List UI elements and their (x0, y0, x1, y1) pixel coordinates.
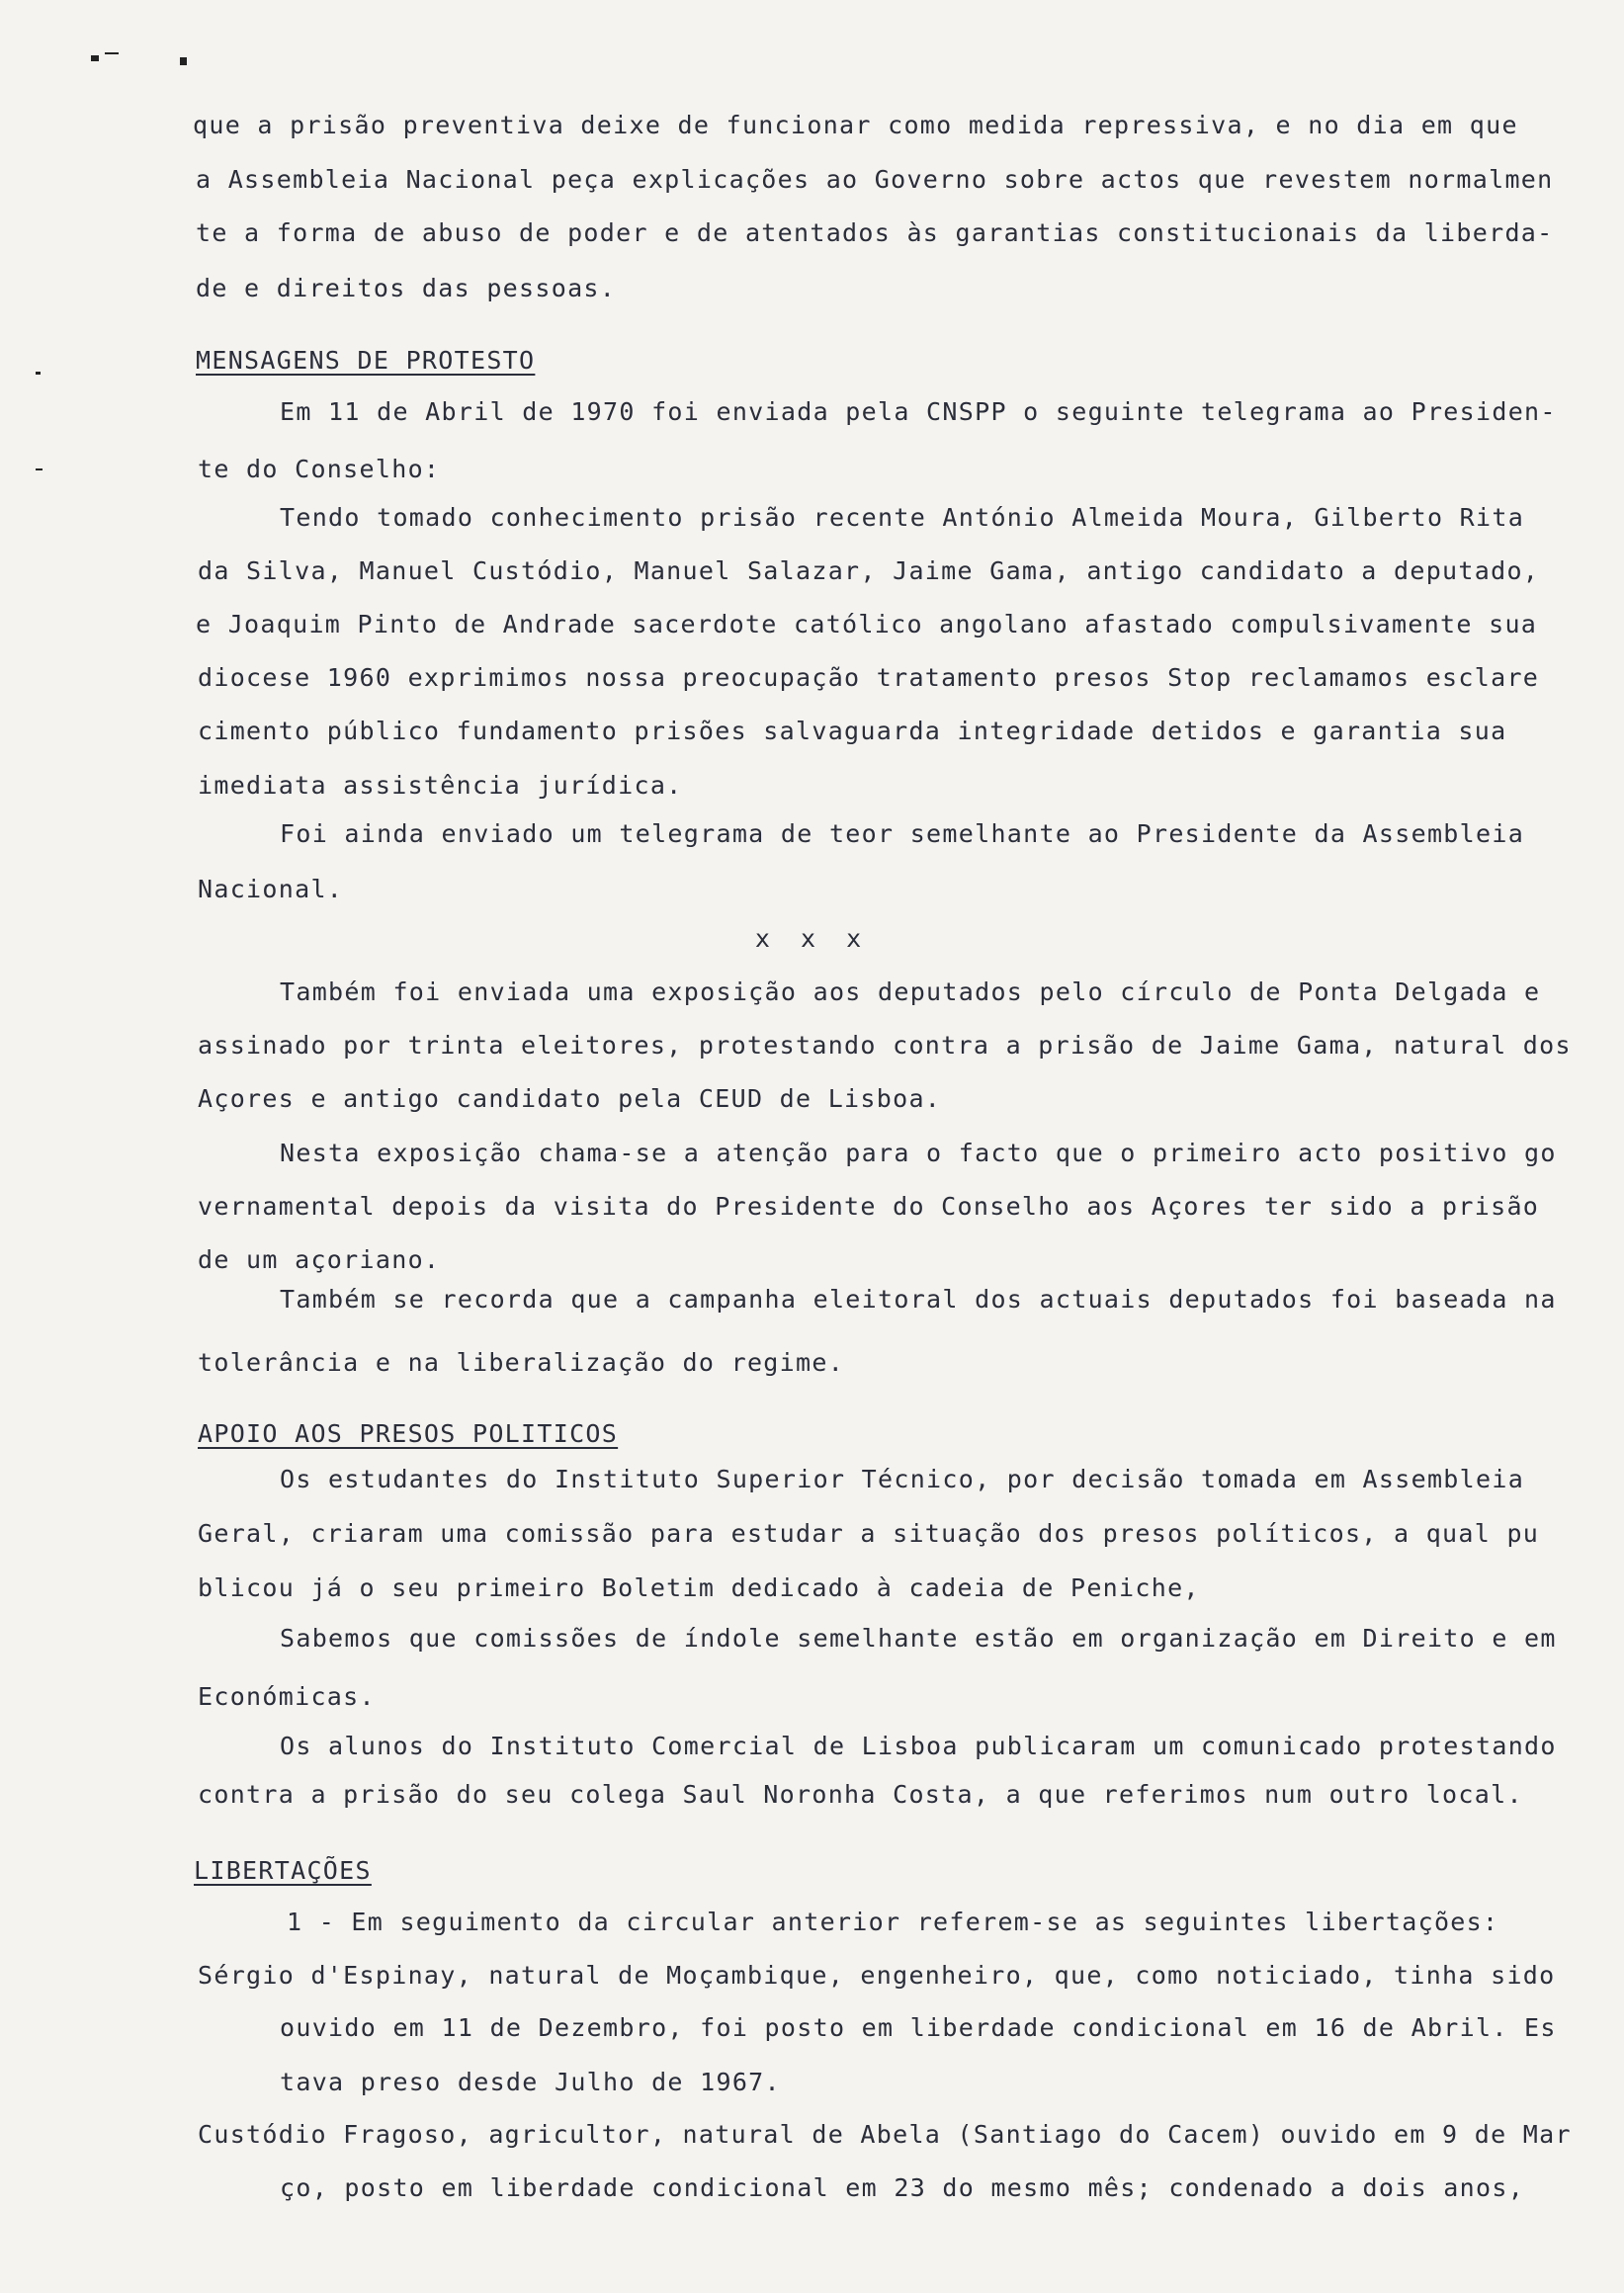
text-line: Sabemos que comissões de índole semelhante estão em organização em Direito e em (280, 1624, 1557, 1653)
scan-mark (36, 372, 41, 375)
text-line: contra a prisão do seu colega Saul Noronha Costa, a que referimos num outro local. (198, 1780, 1523, 1809)
text-line: da Silva, Manuel Custódio, Manuel Salazar, Jaime Gama, antigo candidato a deputado, (198, 556, 1540, 585)
text-line: tava preso desde Julho de 1967. (280, 2068, 781, 2096)
scan-mark (105, 52, 119, 54)
text-line: blicou já o seu primeiro Boletim dedicado à cadeia de Peniche, (198, 1573, 1200, 1602)
text-line: que a prisão preventiva deixe de funcionar como medida repressiva, e no dia em que (193, 111, 1518, 139)
text-line: 1 - Em seguimento da circular anterior referem-se as seguintes libertações: (287, 1908, 1499, 1936)
text-line: imediata assistência jurídica. (198, 771, 683, 800)
scan-mark (91, 55, 99, 61)
text-line: ouvido em 11 de Dezembro, foi posto em liberdade condicional em 16 de Abril. Es (280, 2013, 1557, 2042)
text-line: Nacional. (198, 875, 344, 903)
text-line: Os alunos do Instituto Comercial de Lisboa publicaram um comunicado protestando (280, 1732, 1557, 1760)
section-separator: x x x (754, 924, 870, 953)
text-line: Tendo tomado conhecimento prisão recente António Almeida Moura, Gilberto Rita (280, 503, 1525, 532)
text-line: de um açoriano. (198, 1245, 441, 1274)
text-line: te do Conselho: (198, 455, 441, 483)
text-line: vernamental depois da visita do Presidente do Conselho aos Açores ter sido a prisão (198, 1192, 1540, 1221)
text-line: Foi ainda enviado um telegrama de teor semelhante ao Presidente da Assembleia (280, 819, 1525, 848)
text-line: cimento público fundamento prisões salvaguarda integridade detidos e garantia sua (198, 717, 1507, 745)
text-line: a Assembleia Nacional peça explicações ao Governo sobre actos que revestem normalmen (196, 165, 1554, 194)
section-heading: MENSAGENS DE PROTESTO (196, 346, 536, 375)
text-line: de e direitos das pessoas. (196, 274, 617, 302)
text-line: Custódio Fragoso, agricultor, natural de Abela (Santiago do Cacem) ouvido em 9 de Mar (198, 2120, 1572, 2149)
text-line: Económicas. (198, 1682, 376, 1711)
text-line: Açores e antigo candidato pela CEUD de Lisboa. (198, 1084, 942, 1113)
text-line: Nesta exposição chama-se a atenção para o facto que o primeiro acto positivo go (280, 1139, 1557, 1167)
text-line: Sérgio d'Espinay, natural de Moçambique, engenheiro, que, como noticiado, tinha sido (198, 1961, 1556, 1990)
text-line: Os estudantes do Instituto Superior Técnico, por decisão tomada em Assembleia (280, 1465, 1525, 1493)
text-line: te a forma de abuso de poder e de atentados às garantias constitucionais da liberda- (196, 218, 1554, 247)
text-line: ço, posto em liberdade condicional em 23 do mesmo mês; condenado a dois anos, (280, 2173, 1525, 2202)
text-line: tolerância e na liberalização do regime. (198, 1348, 845, 1377)
text-line: assinado por trinta eleitores, protestando contra a prisão de Jaime Gama, natural dos (198, 1031, 1572, 1060)
scan-mark (36, 468, 43, 470)
text-line: Também foi enviada uma exposição aos deputados pelo círculo de Ponta Delgada e (280, 977, 1541, 1006)
section-heading: LIBERTAÇÕES (194, 1856, 372, 1885)
text-line: Geral, criaram uma comissão para estudar a situação dos presos políticos, a qual pu (198, 1519, 1540, 1548)
text-line: e Joaquim Pinto de Andrade sacerdote católico angolano afastado compulsivamente sua (196, 610, 1538, 638)
text-line: Também se recorda que a campanha eleitoral dos actuais deputados foi baseada na (280, 1285, 1557, 1314)
scan-mark (180, 57, 187, 65)
text-line: Em 11 de Abril de 1970 foi enviada pela CNSPP o seguinte telegrama ao Presiden- (280, 397, 1557, 426)
text-line: diocese 1960 exprimimos nossa preocupação tratamento presos Stop reclamamos esclare (198, 663, 1540, 692)
section-heading: APOIO AOS PRESOS POLITICOS (198, 1419, 619, 1448)
